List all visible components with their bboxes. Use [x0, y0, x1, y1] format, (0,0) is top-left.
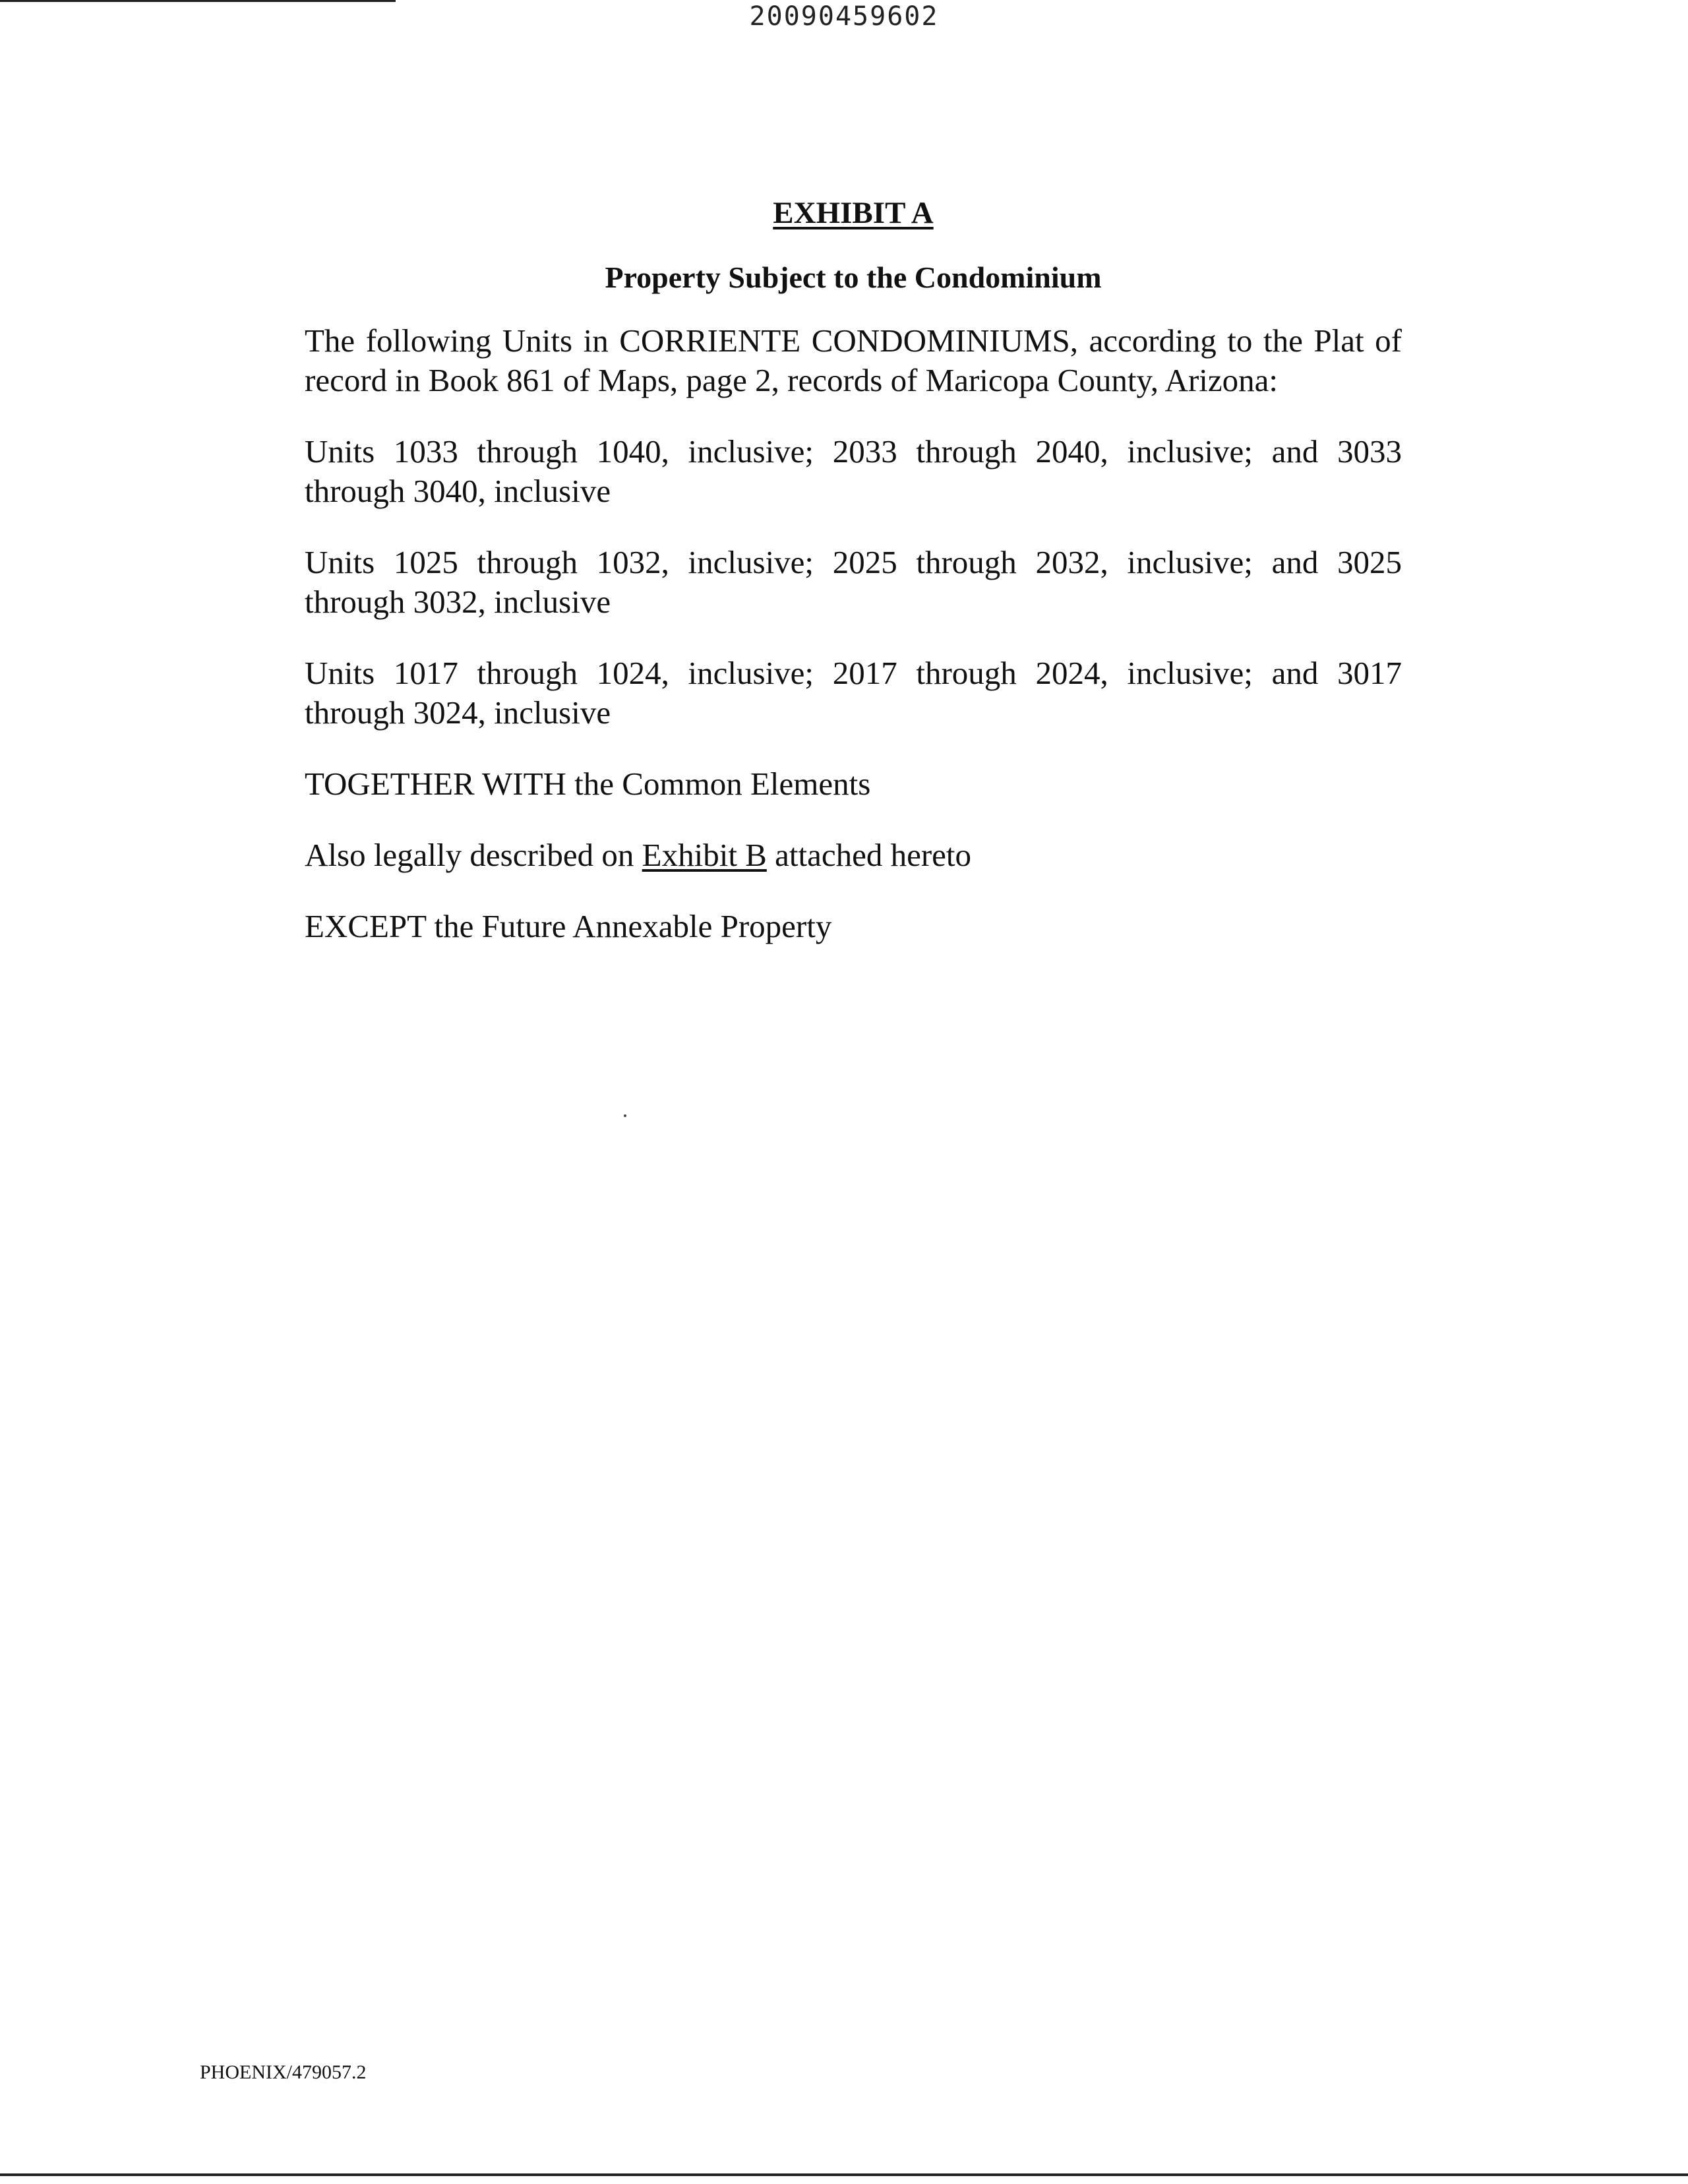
except-paragraph: EXCEPT the Future Annexable Property: [305, 908, 832, 944]
scan-speck: [624, 1114, 626, 1117]
exhibit-b-reference: Exhibit B: [642, 837, 767, 873]
unit-group-paragraph: Units 1033 through 1040, inclusive; 2033 through 2040, inclusive; and 3033 through 3040, inclusive: [305, 433, 1402, 509]
also-described-suffix: attached hereto: [775, 837, 972, 873]
exhibit-subtitle: Property Subject to the Condominium: [605, 260, 1102, 294]
intro-paragraph: The following Units in CORRIENTE CONDOMINIUMS, according to the Plat of record in Book 861 of Maps, page 2, records of Maricopa County, Arizona:: [305, 322, 1402, 398]
unit-group-paragraph: Units 1017 through 1024, inclusive; 2017 through 2024, inclusive; and 3017 through 3024, inclusive: [305, 655, 1402, 731]
exhibit-content: [305, 195, 1402, 978]
together-with-paragraph: TOGETHER WITH the Common Elements: [305, 766, 871, 802]
unit-group-paragraph: Units 1025 through 1032, inclusive; 2025 through 2032, inclusive; and 3025 through 3032, inclusive: [305, 544, 1402, 620]
exhibit-title: EXHIBIT A: [773, 196, 934, 230]
also-described-paragraph: [305, 835, 1402, 875]
recording-number: 20090459602: [749, 1, 939, 32]
also-described-prefix: Also legally described on: [305, 837, 634, 873]
footer-reference: PHOENIX/479057.2: [200, 2061, 367, 2083]
scan-edge-bottom: [0, 2173, 1688, 2176]
